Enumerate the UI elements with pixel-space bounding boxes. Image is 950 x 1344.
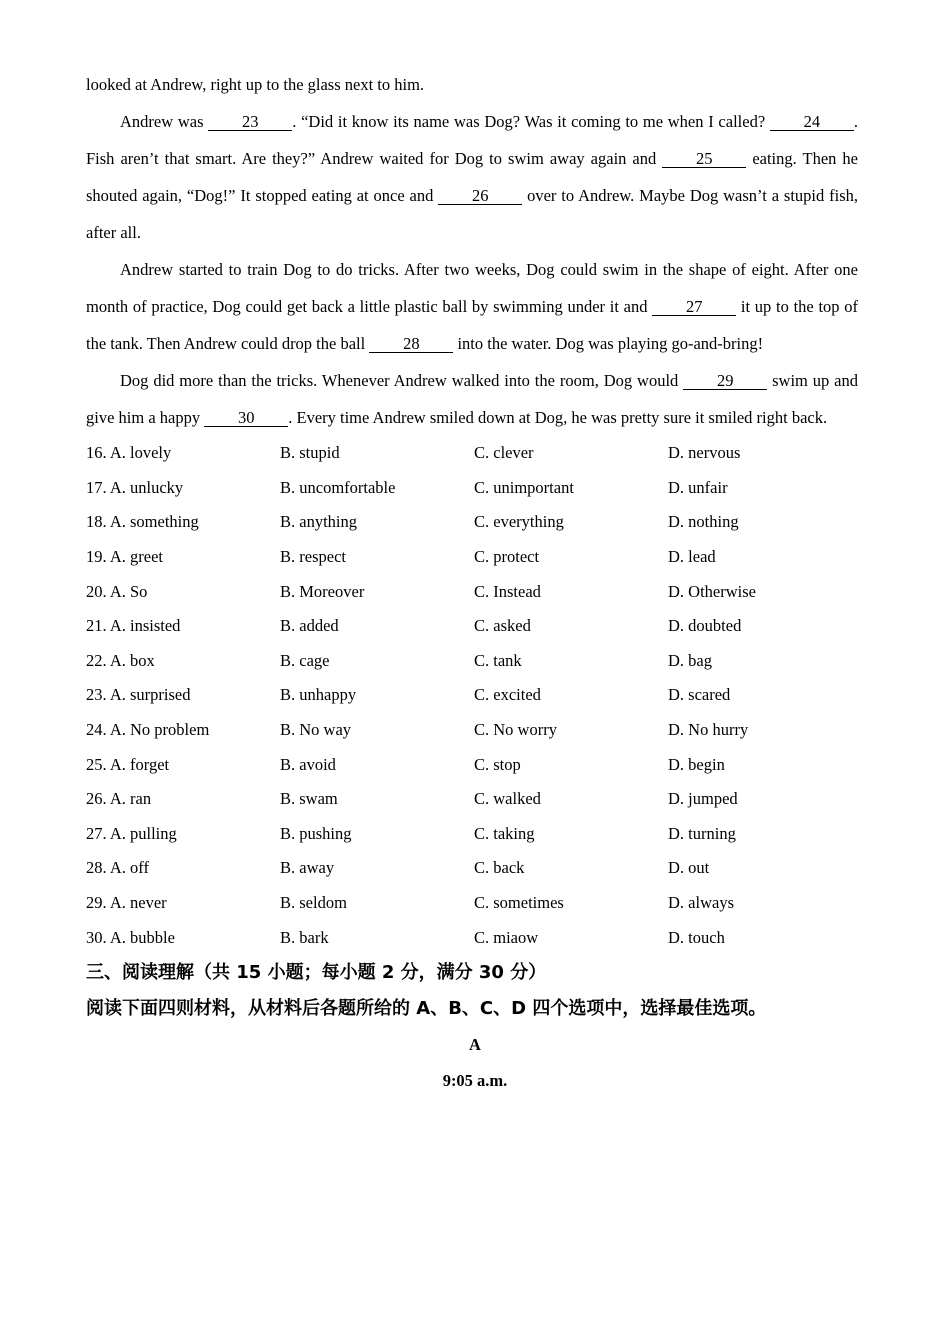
section-3-instruction: 阅读下面四则材料，从材料后各题所给的 A、B、C、D 四个选项中，选择最佳选项。 [86, 997, 767, 1019]
option-d: D. doubted [668, 616, 742, 636]
option-c: C. asked [474, 616, 531, 636]
option-d: D. scared [668, 685, 731, 705]
passage-text: it up to the top of the tank. Then Andrew could drop the ball [86, 297, 858, 353]
option-c: C. taking [474, 823, 535, 843]
option-a: 29. A. never [86, 893, 167, 913]
option-a: 20. A. So [86, 581, 148, 601]
blank-23: 23 [208, 113, 292, 131]
reading-part-label: A [469, 1034, 481, 1054]
document-page [86, 66, 858, 1099]
passage-paragraph-3 [86, 251, 858, 362]
reading-time-heading: 9:05 a.m. [442, 1070, 508, 1090]
option-row [86, 540, 858, 575]
passage-text: over to Andrew. Maybe Dog wasn’t a stupid fish, after all. [86, 186, 858, 242]
blank-29: 29 [683, 372, 767, 390]
option-b: B. added [280, 616, 339, 636]
option-row [86, 644, 858, 679]
option-b: B. pushing [280, 823, 352, 843]
option-c: C. tank [474, 650, 522, 670]
option-row [86, 436, 858, 471]
option-row [86, 747, 858, 782]
option-b: B. stupid [280, 443, 340, 463]
passage-text: Dog did more than the tricks. Whenever Andrew walked into the room, Dog would [120, 371, 684, 390]
option-row [86, 782, 858, 817]
option-a: 25. A. forget [86, 754, 170, 774]
option-a: 26. A. ran [86, 789, 152, 809]
option-a: 17. A. unlucky [86, 477, 184, 497]
option-a: 24. A. No problem [86, 720, 210, 740]
passage-text: Andrew was [120, 112, 209, 131]
option-row [86, 920, 858, 955]
option-d: D. unfair [668, 477, 728, 497]
option-d: D. nervous [668, 443, 741, 463]
option-row [86, 851, 858, 886]
passage-text: . Fish aren’t that smart. Are they?” Andrew waited for Dog to swim away again and [86, 112, 858, 168]
option-d: D. jumped [668, 789, 738, 809]
passage-text: . “Did it know its name was Dog? Was it coming to me when I called? [292, 112, 770, 131]
blank-25: 25 [662, 150, 746, 168]
option-d: D. bag [668, 650, 712, 670]
option-d: D. out [668, 858, 710, 878]
blank-27: 27 [652, 298, 736, 316]
option-c: C. back [474, 858, 525, 878]
answer-options-list [86, 436, 858, 955]
option-d: D. touch [668, 927, 725, 947]
passage-text: eating. Then he shouted again, “Dog!” It stopped eating at once and [86, 149, 859, 205]
option-b: B. uncomfortable [280, 477, 396, 497]
option-a: 28. A. off [86, 858, 149, 878]
option-c: C. stop [474, 754, 521, 774]
option-a: 19. A. greet [86, 547, 163, 567]
option-row [86, 817, 858, 852]
option-c: C. excited [474, 685, 541, 705]
option-c: C. sometimes [474, 893, 564, 913]
option-b: B. No way [280, 720, 352, 740]
passage-text: . Every time Andrew smiled down at Dog, he was pretty sure it smiled right back. [288, 408, 828, 427]
option-b: B. Moreover [280, 581, 365, 601]
option-d: D. nothing [668, 512, 739, 532]
option-b: B. cage [280, 650, 330, 670]
option-row [86, 713, 858, 748]
option-b: B. unhappy [280, 685, 357, 705]
option-a: 27. A. pulling [86, 823, 177, 843]
option-a: 23. A. surprised [86, 685, 191, 705]
option-d: D. turning [668, 823, 736, 843]
option-row [86, 609, 858, 644]
option-d: D. No hurry [668, 720, 749, 740]
option-row [86, 574, 858, 609]
option-row [86, 471, 858, 506]
passage-text: looked at Andrew, right up to the glass next to him. [86, 75, 425, 94]
option-c: C. Instead [474, 581, 541, 601]
option-c: C. everything [474, 512, 564, 532]
option-b: B. anything [280, 512, 357, 532]
passage-paragraph-4 [86, 362, 858, 436]
option-c: C. protect [474, 547, 540, 567]
option-c: C. unimportant [474, 477, 574, 497]
option-a: 30. A. bubble [86, 927, 175, 947]
option-a: 22. A. box [86, 650, 155, 670]
option-c: C. miaow [474, 927, 539, 947]
blank-24: 24 [770, 113, 854, 131]
option-row [86, 505, 858, 540]
blank-28: 28 [369, 335, 453, 353]
option-a: 16. A. lovely [86, 443, 172, 463]
option-d: D. always [668, 893, 734, 913]
passage-paragraph-1 [86, 66, 858, 103]
option-c: C. walked [474, 789, 541, 809]
passage-text: swim up and give him a happy [86, 371, 858, 427]
passage-paragraph-2 [86, 103, 858, 251]
option-d: D. lead [668, 547, 716, 567]
option-b: B. seldom [280, 893, 347, 913]
option-d: D. begin [668, 754, 725, 774]
passage-text: into the water. Dog was playing go-and-bring! [453, 334, 764, 353]
blank-30: 30 [204, 409, 288, 427]
option-row [86, 886, 858, 921]
option-b: B. avoid [280, 754, 336, 774]
option-b: B. respect [280, 547, 346, 567]
option-c: C. clever [474, 443, 534, 463]
option-b: B. swam [280, 789, 338, 809]
section-3-title: 三、阅读理解（共 15 小题；每小题 2 分，满分 30 分） [86, 961, 547, 983]
option-c: C. No worry [474, 720, 557, 740]
passage-text: Andrew started to train Dog to do tricks. After two weeks, Dog could swim in the shape of eight. After one month of practice, Dog could get back a little plastic ball by swimming under it and [86, 260, 858, 316]
option-b: B. away [280, 858, 335, 878]
option-a: 18. A. something [86, 512, 199, 532]
blank-26: 26 [438, 187, 522, 205]
option-b: B. bark [280, 927, 329, 947]
option-d: D. Otherwise [668, 581, 756, 601]
option-a: 21. A. insisted [86, 616, 181, 636]
option-row [86, 678, 858, 713]
